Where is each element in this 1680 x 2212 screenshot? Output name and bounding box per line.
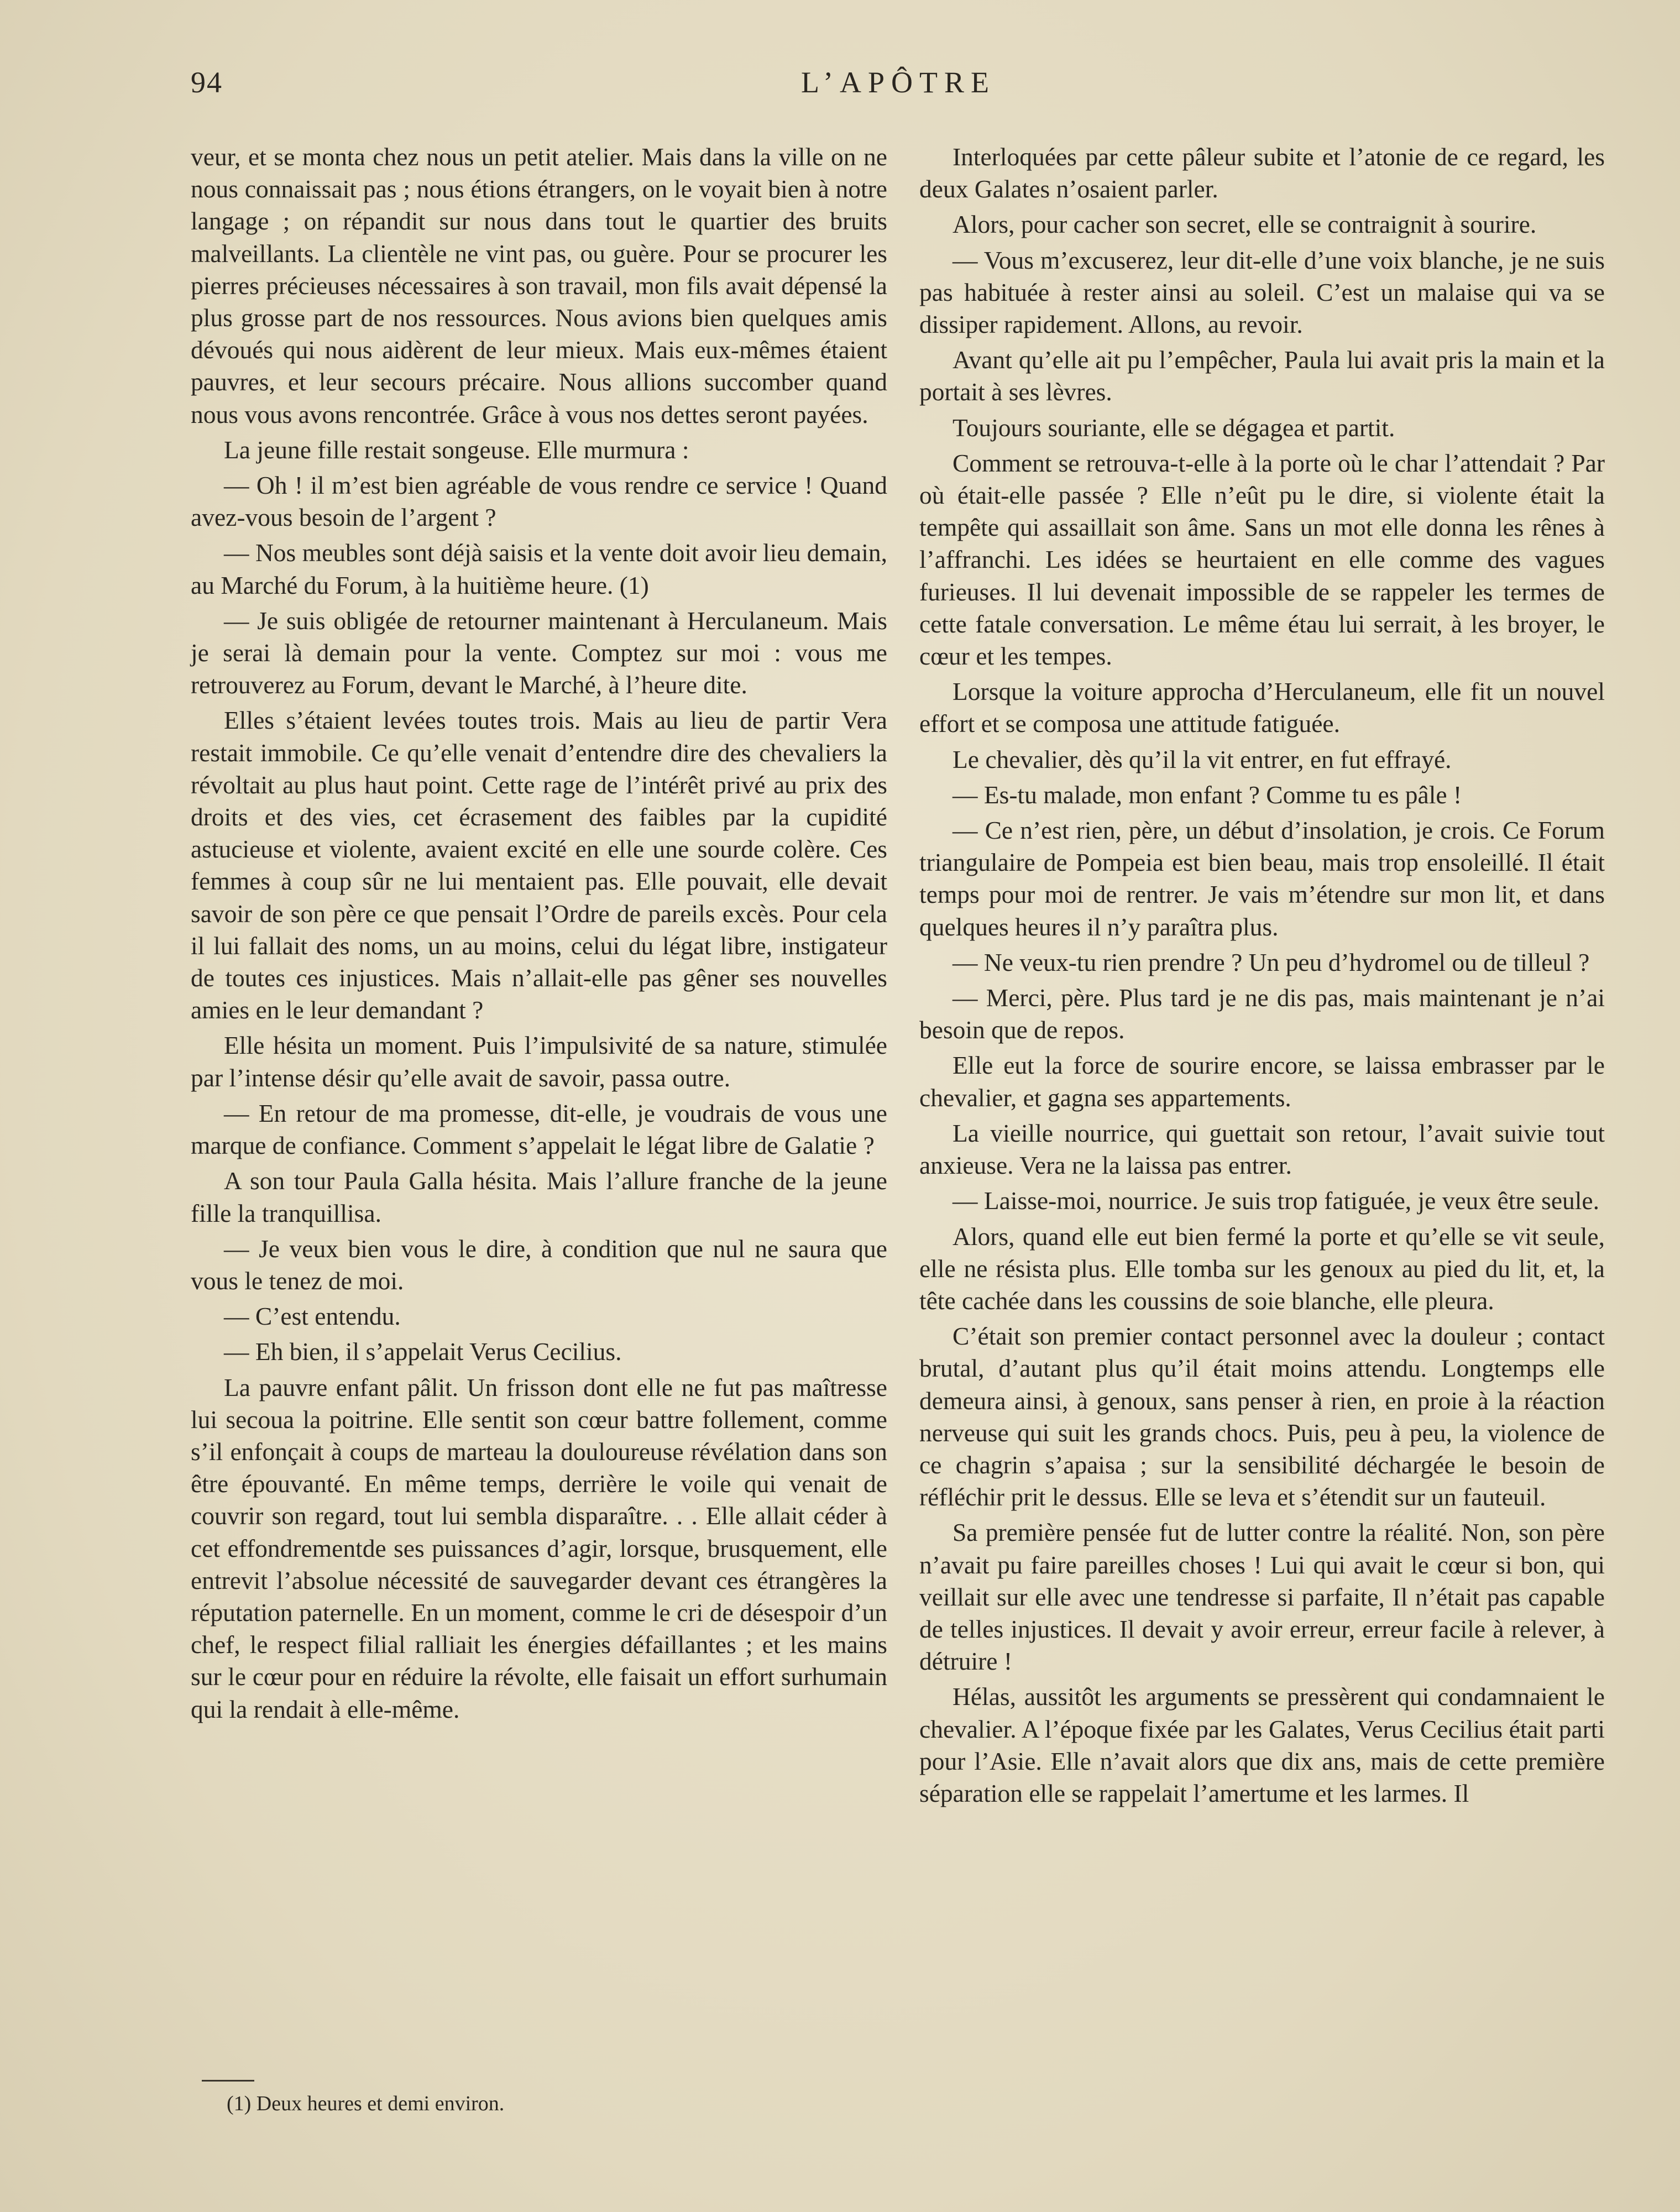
footnote: (1) Deux heures et demi environ. (227, 2092, 505, 2115)
paragraph: Sa première pensée fut de lutter contre la réalité. Non, son père n’avait pu faire pareilles choses ! Lui qui avait le cœur si bon, qui veillait sur elle avec une tendresse si parfaite, Il n’était pas capable de telles injustices. Il devait y avoir erreur, erreur facile à relever, à détruire ! (919, 1518, 1605, 1676)
paragraph: — Je veux bien vous le dire, à condition que nul ne saura que vous le tenez de moi. (191, 1234, 887, 1295)
page-header (191, 65, 1606, 109)
paragraph: Interloquées par cette pâleur subite et l’atonie de ce regard, les deux Galates n’osaient parler. (919, 143, 1605, 203)
paragraph: — Nos meubles sont déjà saisis et la vente doit avoir lieu demain, au Marché du Forum, à la huitième heure. (1) (191, 538, 887, 599)
page-number: 94 (191, 66, 223, 99)
paragraph: veur, et se monta chez nous un petit atelier. Mais dans la ville on ne nous connaissait pas ; nous étions étrangers, on le voyait bien à notre langage ; on répandit sur nous dans tout le quartier des bruits malveillants. La clientèle ne vint pas, ou guère. Pour se procurer les pierres précieuses nécessaires à son travail, mon fils avait dépensé la plus grosse part de nos ressources. Nous avions bien quelques amis dévoués qui nous aidèrent de leur mieux. Mais eux-mêmes étaient pauvres, et leur secours précaire. Nous allions succomber quand nous vous avons rencontrée. Grâce à vous nos dettes seront payées. (191, 143, 887, 428)
paragraph: Comment se retrouva-t-elle à la porte où le char l’attendait ? Par où était-elle passée ? Elle n’eût pu le dire, si violente était la tempête qui assaillait son âme. Sans un mot elle donna les rênes à l’affranchi. Les idées se heurtaient en elle comme des vagues furieuses. Il lui devenait impossible de se rappeler les termes de cette fatale conversation. Le même étau lui serrait, à les broyer, le cœur et les tempes. (919, 448, 1605, 671)
paragraph: La vieille nourrice, qui guettait son retour, l’avait suivie tout anxieuse. Vera ne la laissa pas entrer. (919, 1118, 1605, 1180)
paragraph: — Eh bien, il s’appelait Verus Cecilius. (224, 1337, 622, 1366)
paragraph: Elles s’étaient levées toutes trois. Mais au lieu de partir Vera restait immobile. Ce qu’elle venait d’entendre dire des chevaliers la révoltait au plus haut point. Cette rage de l’intérêt privé au prix des droits et des vies, cet écrasement des faibles par la cupidité astucieuse et violente, avaient excité en elle une sourde colère. Ces femmes à coup sûr ne lui mentaient pas. Elle pouvait, elle devait savoir de son père ce que pensait l’Ordre de pareils excès. Pour cela il lui fallait des noms, un au moins, celui du légat libre, instigateur de toutes ces injustices. Mais n’allait-elle pas gêner ses nouvelles amies en le leur demandant ? (191, 706, 887, 1024)
paragraph: Le chevalier, dès qu’il la vit entrer, en fut effrayé. (952, 745, 1452, 773)
paragraph: — Ce n’est rien, père, un début d’insolation, je crois. Ce Forum triangulaire de Pompeia est bien beau, mais trop ensoleillé. Il était temps pour moi de rentrer. Je vais m’étendre sur mon lit, et dans quelques heures il n’y paraîtra plus. (919, 816, 1605, 941)
paragraph: Alors, pour cacher son secret, elle se contraignit à sourire. (952, 210, 1537, 239)
paragraph: — Vous m’excuserez, leur dit-elle d’une voix blanche, je ne suis pas habituée à rester ainsi au soleil. C’est un malaise qui va se dissiper rapidement. Allons, au revoir. (919, 245, 1605, 339)
paragraph: — Laisse-moi, nourrice. Je suis trop fatiguée, je veux être seule. (952, 1186, 1599, 1215)
running-title: L’APÔTRE (800, 66, 996, 99)
paragraph: A son tour Paula Galla hésita. Mais l’allure franche de la jeune fille la tranquillisa. (191, 1167, 887, 1227)
footnote-divider (202, 2080, 254, 2082)
paragraph: — Merci, père. Plus tard je ne dis pas, mais maintenant je n’ai besoin que de repos. (919, 984, 1605, 1044)
paragraph: — Oh ! il m’est bien agréable de vous rendre ce service ! Quand avez-vous besoin de l’argent ? (191, 471, 887, 532)
paragraph: Elle eut la force de sourire encore, se laissa embrasser par le chevalier, et gagna ses appartements. (919, 1051, 1605, 1112)
paragraph: Alors, quand elle eut bien fermé la porte et qu’elle se vit seule, elle ne résista plus. Elle tomba sur les genoux au pied du lit, et, la tête cachée dans les coussins de soie blanche, elle pleura. (919, 1222, 1605, 1315)
paragraph: — C’est entendu. (224, 1302, 401, 1331)
paragraph: Hélas, aussitôt les arguments se pressèrent qui condamnaient le chevalier. A l’époque fixée par les Galates, Verus Cecilius était parti pour l’Asie. Elle n’avait alors que dix ans, mais de cette première séparation elle se rappelait l’amertume et les larmes. Il (919, 1682, 1605, 1807)
paragraph: La pauvre enfant pâlit. Un frisson dont elle ne fut pas maîtresse lui secoua la poitrine. Elle sentit son cœur battre follement, comme s’il enfonçait à coups de marteau la douloureuse révélation dans son être épouvanté. En même temps, derrière le voile qui venait de couvrir son regard, tout lui sembla disparaître. . . Elle allait céder à cet effondrementde ses puissances d’agir, lorsque, brusquement, elle entrevit l’absolue nécessité de sauvegarder devant ces étrangères la réputation paternelle. En un moment, comme le cri de désespoir d’un chef, le respect filial ralliait les énergies défaillantes ; et les mains sur le cœur pour en réduire la révolte, elle faisait un effort surhumain qui la rendait à elle-même. (191, 1373, 887, 1723)
paragraph: C’était son premier contact personnel avec la douleur ; contact brutal, d’autant plus qu’il était moins attendu. Longtemps elle demeura ainsi, à genoux, sans penser à rien, en proie à la réaction nerveuse qui suit les grands chocs. Puis, peu à peu, la violence de ce chagrin s’apaisa ; sur la sensibilité déchargée le besoin de réfléchir prit le dessus. Elle se leva et s’étendit sur un fauteuil. (919, 1322, 1605, 1512)
paragraph: — Es-tu malade, mon enfant ? Comme tu es pâle ! (952, 780, 1462, 809)
paragraph: — Je suis obligée de retourner maintenant à Herculaneum. Mais je serai là demain pour la vente. Comptez sur moi : vous me retrouverez au Forum, devant le Marché, à l’heure dite. (191, 606, 887, 699)
paragraph: La jeune fille restait songeuse. Elle murmura : (224, 435, 689, 464)
paragraph: Avant qu’elle ait pu l’empêcher, Paula lui avait pris la main et la portait à ses lèvres. (919, 346, 1605, 406)
paragraph: Elle hésita un moment. Puis l’impulsivité de sa nature, stimulée par l’intense désir qu’elle avait de savoir, passa outre. (191, 1031, 887, 1092)
right-column (919, 141, 1605, 1813)
left-column (191, 141, 887, 1729)
paragraph: — En retour de ma promesse, dit-elle, je voudrais de vous une marque de confiance. Comment s’appelait le légat libre de Galatie ? (191, 1099, 887, 1160)
paragraph: — Ne veux-tu rien prendre ? Un peu d’hydromel ou de tilleul ? (952, 948, 1590, 976)
paragraph: Lorsque la voiture approcha d’Herculaneum, elle fit un nouvel effort et se composa une attitude fatiguée. (919, 677, 1605, 738)
paragraph: Toujours souriante, elle se dégagea et partit. (952, 413, 1395, 442)
